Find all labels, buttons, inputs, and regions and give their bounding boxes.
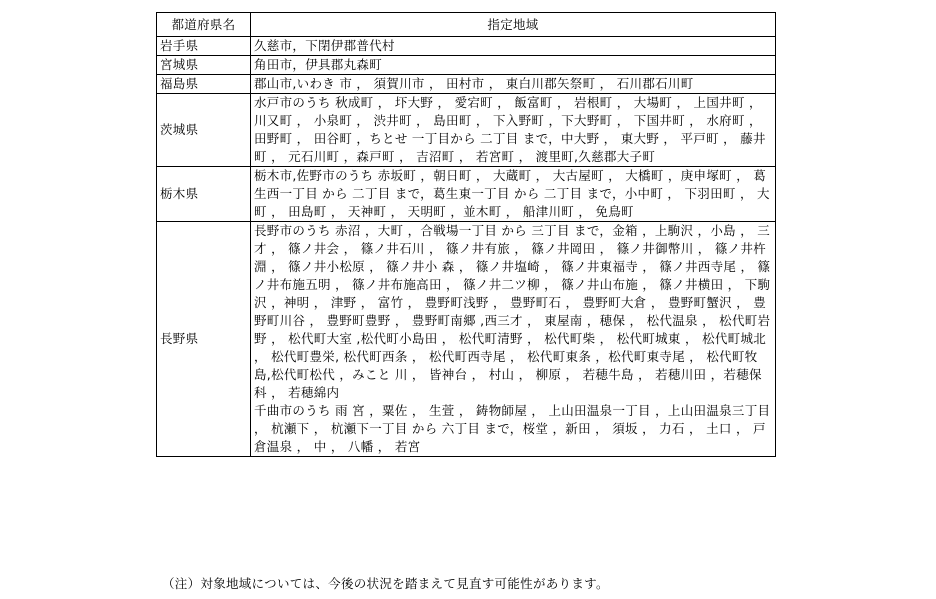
header-designated-area: 指定地域 — [251, 13, 776, 37]
header-prefecture: 都道府県名 — [157, 13, 251, 37]
table-body — [157, 37, 776, 457]
table-row — [157, 56, 776, 75]
designated-area-cell — [251, 75, 776, 94]
table-row — [157, 75, 776, 94]
designated-area-cell — [251, 56, 776, 75]
area-paragraph: 長野市のうち 赤沼 ，大町 ，合戦場一丁目 から 三丁目 まで，金箱 ，上駒沢 ，小島 ， 三才 ， 篠ノ井会 ， 篠ノ井石川 ， 篠ノ井有旅 ， 篠ノ井岡田 ， 篠ノ井御幣川 ， 篠ノ井杵淵 ， 篠ノ井小松原 ， 篠ノ井小 森 ， 篠ノ井塩崎 ， 篠ノ井東福寺 ， 篠ノ井西寺尾 ， 篠ノ井布施五明 ， 篠ノ井布施高田 ， 篠ノ井二ツ柳 ， 篠ノ井山布施 ， 篠ノ井横田 ， 下駒沢 ，神明 ， 津野 ， 富竹 ， 豊野町浅野 ， 豊野町石 ， 豊野町大倉 ， 豊野町蟹沢 ， 豊野町川谷 ， 豊野町豊野 ， 豊野町南郷 ,西三才 ， 東屋南 ，穂保 ， 松代温泉 ， 松代町岩野 ， 松代町大室 ,松代町小島田 ， 松代町清野 ， 松代町柴 ， 松代町城東 ， 松代町城北 ， 松代町豊栄, 松代町西条 ， 松代町西寺尾 ， 松代町東条 ，松代町東寺尾 ， 松代町牧島,松代町松代 ，みこと 川 ， 皆神台 ， 村山 ， 柳原 ， 若穂牛島 ， 若穂川田 ，若穂保科 ， 若穂綿内 — [254, 223, 771, 400]
prefecture-cell: 宮城県 — [157, 56, 251, 75]
designated-area-cell — [251, 94, 776, 167]
area-paragraph: 栃木市,佐野市のうち 赤坂町 ，朝日町 ， 大蔵町 ， 大古屋町 ， 大橋町 ，庚申塚町 ， 葛生西一丁目 から 二丁目 まで，葛生東一丁目 から 二丁目 まで，小中町 ， 下羽田町 ， 大町 ， 田島町 ， 天神町 ， 天明町 ，並木町 ， 船津川町 ， 免鳥町 — [254, 168, 770, 219]
area-paragraph: 角田市，伊具郡丸森町 — [254, 57, 383, 72]
designated-area-cell — [251, 222, 776, 457]
footnote: （注）対象地域については、今後の状況を踏まえて見直す可能性があります。 — [162, 576, 609, 591]
table-row — [157, 167, 776, 222]
table-header-row — [157, 13, 776, 37]
prefecture-cell: 岩手県 — [157, 37, 251, 56]
area-paragraph: 久慈市，下閉伊郡普代村 — [254, 38, 395, 53]
prefecture-cell: 茨城県 — [157, 94, 251, 167]
designated-area-cell — [251, 167, 776, 222]
area-paragraph: 千曲市のうち 雨 宮 ，粟佐 ， 生萱 ， 鋳物師屋 ， 上山田温泉一丁目 ，上山田温泉三丁目 ， 杭瀬下 ， 杭瀬下一丁目 から 六丁目 まで，桜堂 ，新田 ， 須坂 ， 力石 ， 土口 ， 戸倉温泉 ， 中 ， 八幡 ， 若宮 — [254, 403, 771, 454]
prefecture-cell: 栃木県 — [157, 167, 251, 222]
prefecture-cell: 福島県 — [157, 75, 251, 94]
table-row — [157, 94, 776, 167]
designated-area-cell — [251, 37, 776, 56]
area-paragraph: 水戸市のうち 秋成町 ， 圷大野 ， 愛宕町 ， 飯富町 ， 岩根町 ， 大場町 ， 上国井町 ， 川又町 ， 小泉町 ， 渋井町 ， 島田町 ， 下入野町 ，下大野町 ， 下国井町 ， 水府町 ， 田野町 ， 田谷町 ，ちとせ 一丁目から 二丁目 まで，中大野 ， 東大野 ， 平戸町 ， 藤井町 ， 元石川町 ，森戸町 ， 吉沼町 ， 若宮町 ， 渡里町,久慈郡大子町 — [254, 95, 766, 164]
table-row — [157, 222, 776, 457]
prefecture-cell: 長野県 — [157, 222, 251, 457]
table-row — [157, 37, 776, 56]
area-paragraph: 郡山市,いわき 市 ， 須賀川市 ， 田村市 ， 東白川郡矢祭町 ， 石川郡石川町 — [254, 76, 694, 91]
designated-area-table — [156, 12, 776, 457]
